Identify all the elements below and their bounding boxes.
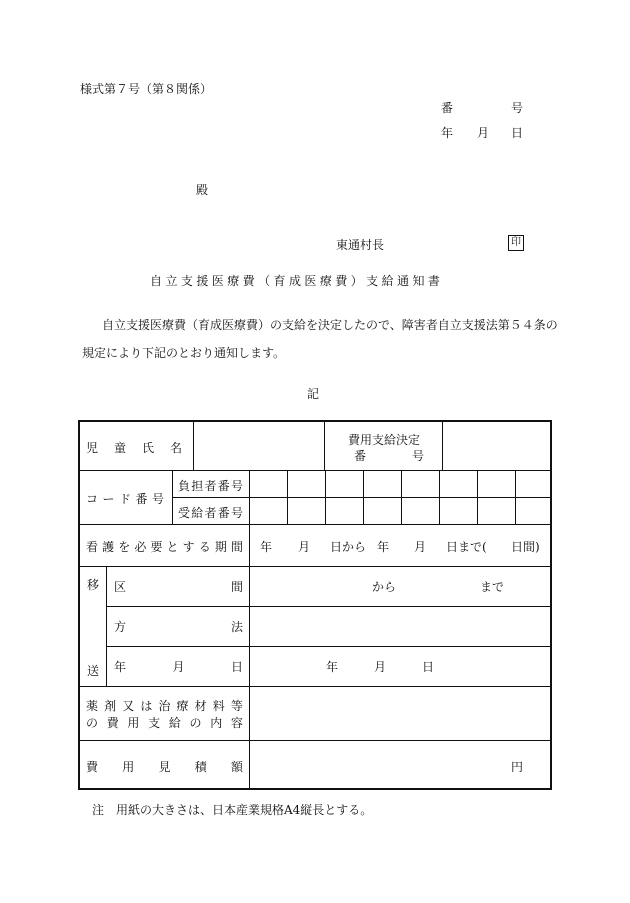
payer-number-label: 負 担 者 番 号	[178, 479, 243, 493]
body-line-2: 規定により下記のとおり通知します。	[82, 346, 286, 360]
body-line-1: 自立支援医療費（育成医療費）の支給を決定したので、障害者自立支援法第５４条の	[102, 318, 558, 332]
section-label: 区 間	[114, 580, 243, 594]
period-days: 日間)	[511, 540, 540, 554]
child-name-field[interactable]	[194, 423, 323, 468]
estimate-label: 費 用 見 積 額	[86, 760, 243, 774]
period-from: 日から	[330, 540, 367, 554]
drugs-label-1: 薬 剤 又 は 治 療 材 料 等	[86, 699, 243, 713]
seal-mark: 印	[508, 235, 524, 251]
transfer-date-month: 月	[374, 660, 387, 674]
period-year-1: 年	[260, 540, 273, 554]
decision-number-field[interactable]	[444, 423, 550, 468]
form-number: 様式第７号（第８関係）	[80, 82, 213, 96]
decision-number-label-2: 番 号	[354, 449, 424, 463]
transfer-date-label: 年 月 日	[114, 660, 243, 674]
number-label-go: 号	[511, 101, 524, 115]
period-month-2: 月	[414, 540, 427, 554]
number-label-ban: 番	[441, 101, 454, 115]
transfer-date-year: 年	[326, 660, 339, 674]
addressee-dono: 殿	[196, 183, 209, 197]
paper-size-note: 注 用紙の大きさは、日本産業規格A4縦長とする。	[92, 803, 373, 817]
decision-number-label: 費用支給決定	[347, 433, 420, 447]
document-title: 自 立 支 援 医 療 費 （ 育 成 医 療 費 ） 支 給 通 知 書	[150, 274, 440, 288]
care-period-label: 看 護 を 必 要 と す る 期 間	[86, 540, 243, 554]
transfer-date-day: 日	[422, 660, 435, 674]
ki-heading: 記	[307, 387, 320, 401]
child-name-label: 児 童 氏 名	[86, 441, 182, 455]
notice-table	[78, 420, 552, 790]
period-month-1: 月	[298, 540, 311, 554]
yen-unit: 円	[511, 760, 524, 774]
code-number-label: コ ー ド 番 号	[86, 492, 164, 506]
recipient-number-label: 受 給 者 番 号	[178, 506, 243, 520]
date-label-year: 年	[441, 126, 454, 140]
period-until: 日まで(	[446, 540, 487, 554]
transfer-label-2: 送	[87, 664, 100, 678]
transfer-label-1: 移	[87, 578, 100, 592]
drugs-label-2: の 費 用 支 給 の 内 容	[86, 716, 243, 730]
section-until: まで	[480, 580, 505, 594]
period-year-2: 年	[377, 540, 390, 554]
issuer-name: 東通村長	[336, 238, 385, 252]
method-label: 方 法	[114, 620, 243, 634]
date-label-day: 日	[511, 126, 524, 140]
date-label-month: 月	[477, 126, 490, 140]
section-from: から	[372, 580, 397, 594]
